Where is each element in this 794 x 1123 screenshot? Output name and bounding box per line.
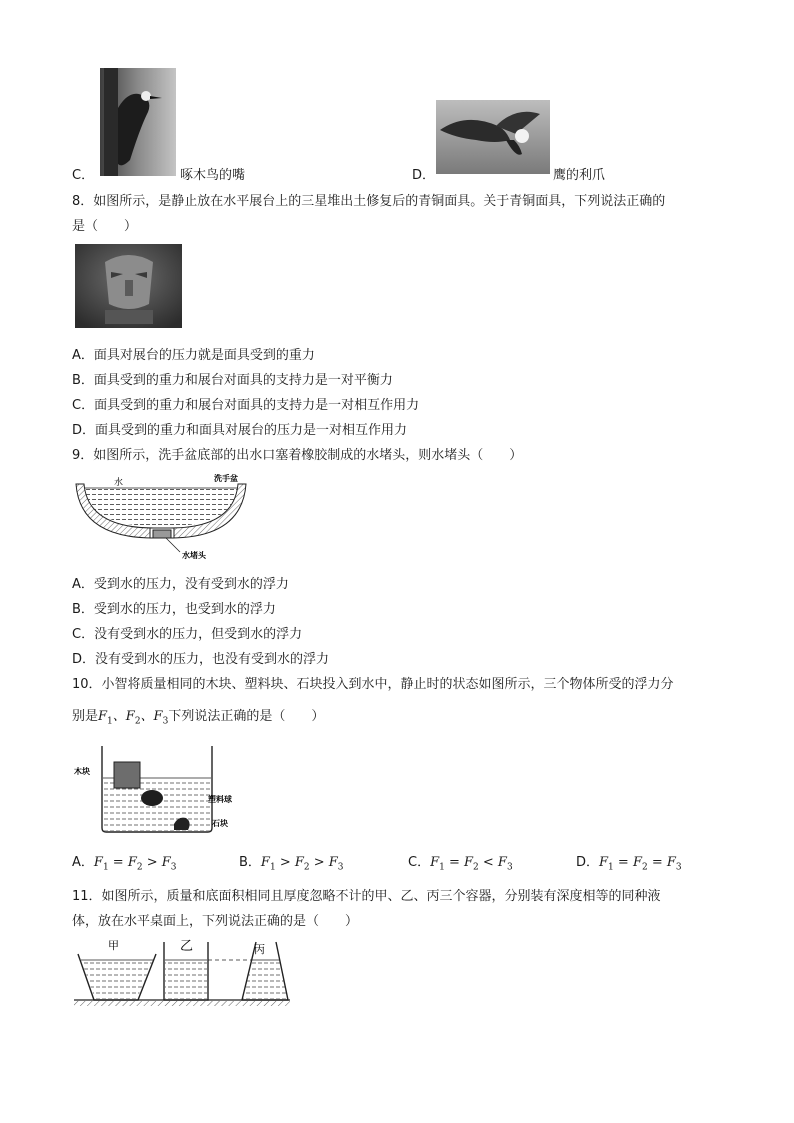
q7-option-d-letter: D． — [412, 168, 436, 183]
container-bing-label: 丙 — [254, 943, 265, 956]
q10-option-b: B．$F_1 > F_2 > F_3$ — [239, 855, 344, 873]
q10-stem-post: 下列说法正确的是（ ） — [168, 709, 325, 724]
woodpecker-photo — [100, 68, 176, 176]
q9-option-c: C．没有受到水的压力，但受到水的浮力 — [72, 627, 303, 642]
q10-option-a: A．$F_1 = F_2 > F_3$ — [72, 855, 177, 873]
container-jia-label: 甲 — [108, 939, 119, 952]
q9-option-a: A．受到水的压力，没有受到水的浮力 — [72, 577, 289, 592]
q8-stem-line2: 是（ ） — [72, 219, 138, 234]
container-yi-label: 乙 — [180, 939, 194, 954]
beaker-figure — [74, 744, 244, 834]
q9-option-b: B．受到水的压力，也受到水的浮力 — [72, 602, 276, 617]
q10-option-d: D．$F_1 = F_2 = F_3$ — [576, 855, 682, 873]
q8-option-b: B．面具受到的重力和展台对面具的支持力是一对平衡力 — [72, 373, 393, 388]
q8-option-d: D．面具受到的重力和面具对展台的压力是一对相互作用力 — [72, 423, 408, 438]
q11-stem-line1: 11．如图所示，质量和底面积相同且厚度忽略不计的甲、乙、丙三个容器，分别装有深度相等的同种液 — [72, 889, 661, 904]
q10-stem-pre: 别是 — [72, 709, 99, 724]
bronze-mask-photo — [75, 244, 182, 328]
q10-option-c: C．$F_1 = F_2 < F_3$ — [408, 855, 513, 873]
q8-stem-line1: 8．如图所示，是静止放在水平展台上的三星堆出土修复后的青铜面具。关于青铜面具，下列说法正确的 — [72, 194, 666, 209]
q9-option-d: D．没有受到水的压力，也没有受到水的浮力 — [72, 652, 330, 667]
plug-label: 水堵头 — [182, 551, 206, 560]
q9-stem: 9．如图所示，洗手盆底部的出水口塞着橡胶制成的水堵头，则水堵头（ ） — [72, 448, 523, 463]
q10-forces: $F_1$、$F_2$、$F_3$ — [98, 709, 169, 727]
basin-label: 洗手盆 — [214, 474, 238, 483]
water-label: 水 — [114, 478, 124, 488]
wood-label: 木块 — [74, 767, 90, 776]
q8-option-a: A．面具对展台的压力就是面具受到的重力 — [72, 348, 315, 363]
q7-option-c-text: 啄木鸟的嘴 — [180, 168, 246, 183]
q7-option-d-text: 鹰的利爪 — [553, 168, 606, 183]
stone-label: 石块 — [212, 819, 228, 828]
q11-stem-line2: 体，放在水平桌面上，下列说法正确的是（ ） — [72, 914, 359, 929]
eagle-photo — [436, 100, 550, 174]
wash-basin-figure — [74, 472, 249, 562]
q10-stem-line1: 10．小智将质量相同的木块、塑料块、石块投入到水中，静止时的状态如图所示，三个物体所受的浮力分 — [72, 677, 674, 692]
plastic-label: 塑料球 — [208, 795, 232, 804]
q8-option-c: C．面具受到的重力和展台对面具的支持力是一对相互作用力 — [72, 398, 420, 413]
q7-option-c-letter: C． — [72, 168, 95, 183]
three-containers-figure — [72, 936, 292, 1008]
q10-stem-line2 — [72, 705, 324, 727]
